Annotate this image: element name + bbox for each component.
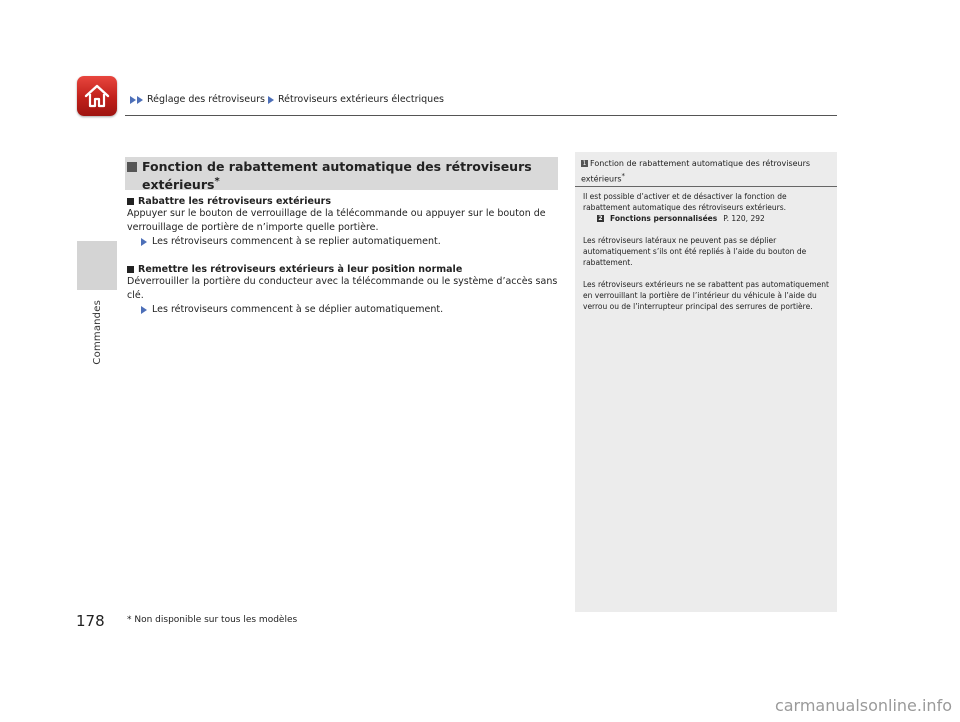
section-title [142, 159, 542, 192]
note-title [581, 158, 831, 186]
note-divider [575, 186, 837, 187]
home-button[interactable] [77, 76, 117, 116]
result-text: Les rétroviseurs commencent à se replier automatiquement. [152, 236, 441, 247]
note-title-text: Fonction de rabattement automatique des rétroviseurs extérieurs [581, 159, 811, 184]
instruction-text: Appuyer sur le bouton de verrouillage de la télécommande ou appuyer sur le bouton de verrouillage de portière de n’importe quelle portière. [127, 208, 546, 233]
home-icon [83, 83, 111, 109]
sidebar-label-text: Commandes [91, 300, 103, 365]
note-badge-icon: 1 [582, 160, 587, 167]
page-number: 178 [76, 612, 105, 630]
section-title-text: Fonction de rabattement automatique des rétroviseurs extérieurs [142, 159, 532, 193]
result-text: Les rétroviseurs commencent à se déplier automatiquement. [152, 304, 444, 315]
sub-heading-text: Rabattre les rétroviseurs extérieurs [138, 196, 331, 207]
result-line [141, 235, 560, 249]
sub-heading [127, 264, 560, 275]
instruction-text: Déverrouiller la portière du conducteur avec la télécommande ou le système d’accès sans clé. [127, 276, 558, 301]
sidebar-tab[interactable] [77, 241, 117, 290]
result-arrow-icon [141, 238, 147, 246]
note-body [583, 191, 833, 323]
sub-heading-text: Remettre les rétroviseurs extérieurs à leur position normale [138, 264, 463, 275]
result-line [141, 303, 560, 317]
section-header [125, 157, 558, 193]
note-paragraph-text: Il est possible d’activer et de désactiver la fonction de rabattement automatique des rétroviseurs extérieurs. [583, 192, 787, 212]
section-square-icon [127, 162, 137, 172]
cross-reference-link[interactable] [597, 213, 833, 224]
reference-label: Fonctions personnalisées [610, 214, 718, 223]
result-arrow-icon [141, 306, 147, 314]
reference-pages: P. 120, 292 [723, 214, 765, 223]
note-paragraph [583, 191, 833, 224]
breadcrumb-arrow-icon [268, 96, 275, 104]
note-paragraph: Les rétroviseurs extérieurs ne se rabattent pas automatiquement en verrouillant la portière de l’intérieur du véhicule à l’aide du verrou ou de l’interrupteur principal des serrures de portière. [583, 280, 829, 311]
breadcrumb-item[interactable]: Réglage des rétroviseurs [147, 94, 265, 105]
header-divider [125, 115, 837, 116]
breadcrumb [127, 94, 444, 105]
section-asterisk: * [214, 176, 220, 187]
instruction-block [127, 196, 560, 249]
footnote: * Non disponible sur tous les modèles [127, 615, 298, 625]
square-bullet-icon [127, 266, 134, 273]
breadcrumb-item[interactable]: Rétroviseurs extérieurs électriques [277, 94, 444, 105]
note-asterisk: * [621, 172, 626, 180]
note-panel [575, 152, 837, 612]
instruction-block [127, 264, 560, 317]
breadcrumb-arrow-icon [130, 96, 144, 104]
sidebar-label [77, 300, 117, 380]
square-bullet-icon [127, 198, 134, 205]
reference-arrow-icon: 2 [598, 215, 603, 222]
sub-heading [127, 196, 560, 207]
note-paragraph: Les rétroviseurs latéraux ne peuvent pas se déplier automatiquement s’ils ont été repliés à l’aide du bouton de rabattement. [583, 236, 807, 267]
watermark: carmanualsonline.info [774, 696, 952, 715]
